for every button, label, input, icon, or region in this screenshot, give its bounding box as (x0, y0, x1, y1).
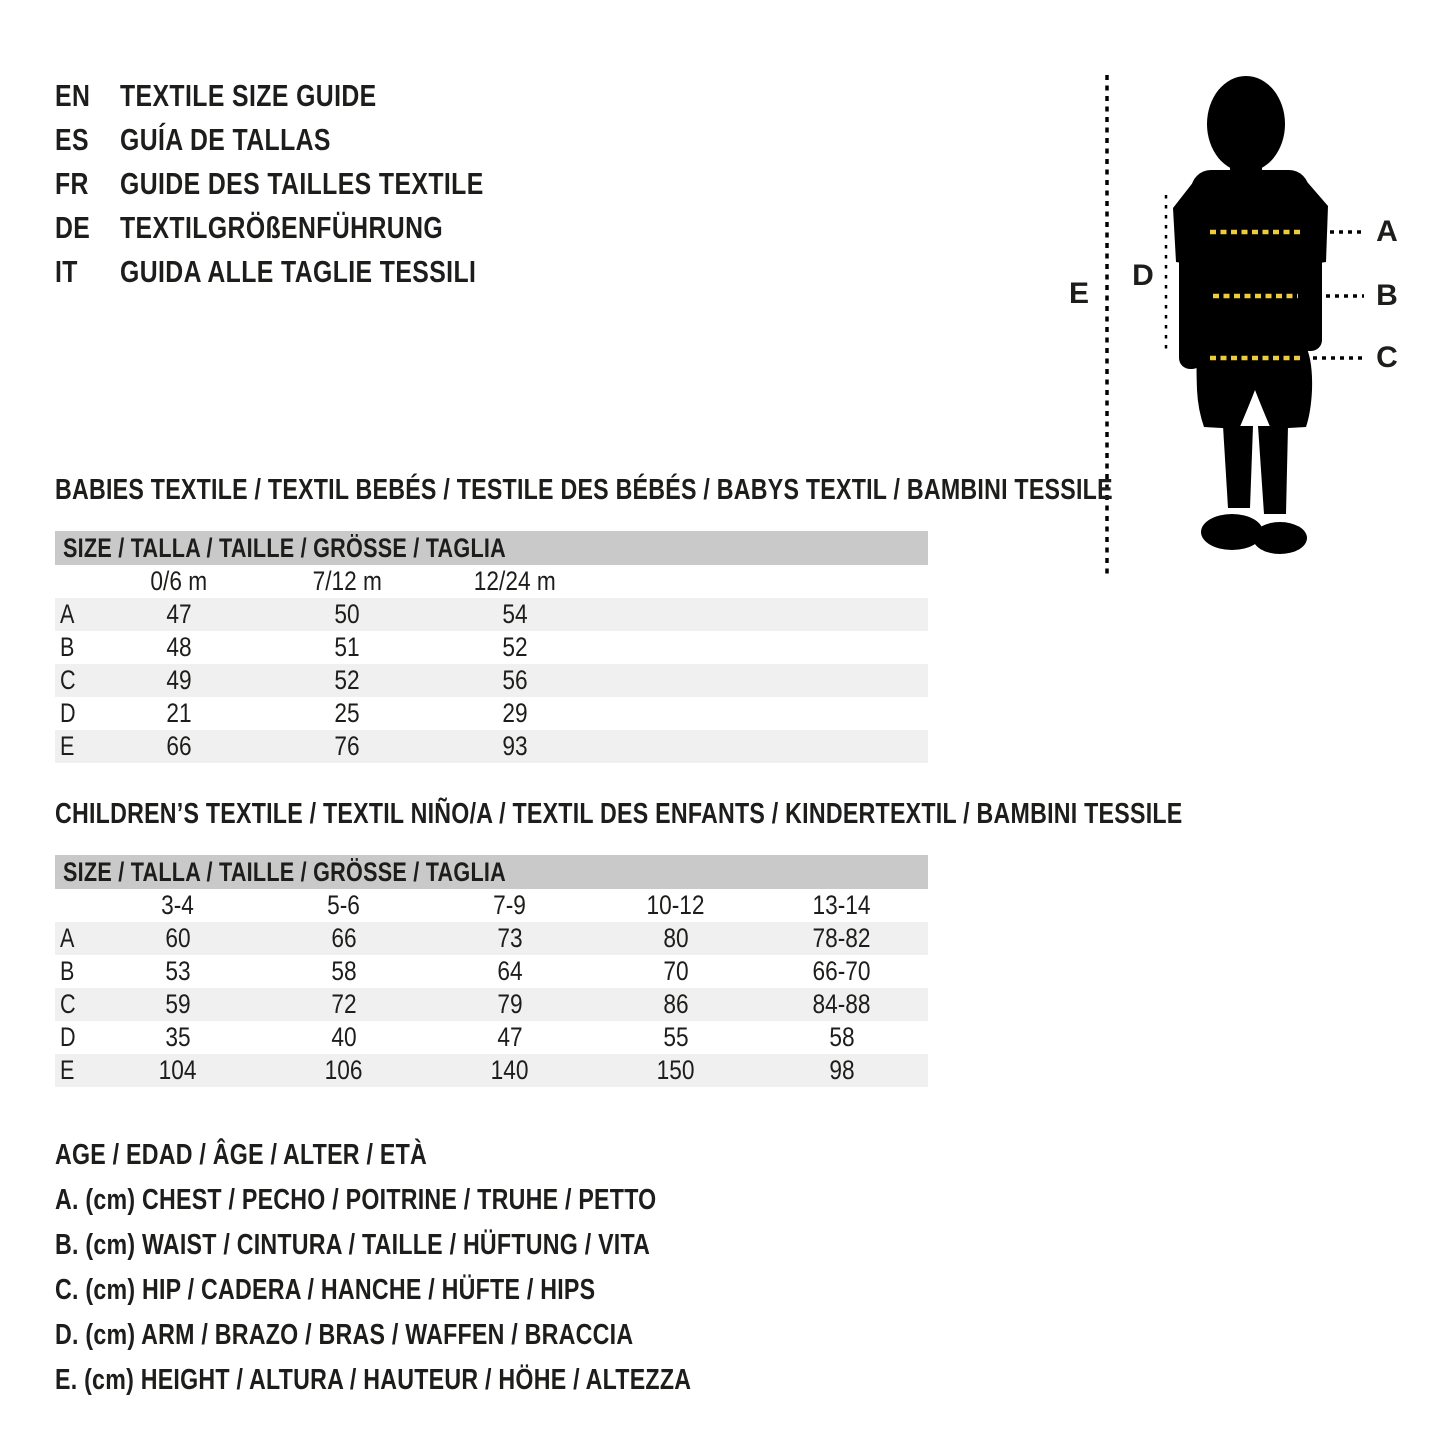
language-code (55, 78, 120, 114)
table-cell (263, 731, 431, 762)
cell-value: 25 (334, 698, 360, 728)
row-label-text: D (60, 1022, 76, 1052)
row-label (55, 665, 95, 696)
column-header (427, 890, 593, 921)
language-title-text: TEXTILGRÖßENFÜHRUNG (120, 210, 444, 245)
cell-value: 59 (165, 989, 191, 1019)
chest-label: A (1376, 215, 1398, 248)
cell-value: 106 (325, 1055, 363, 1085)
legend-line (55, 1268, 850, 1313)
table-cell (95, 989, 261, 1020)
table-cell (263, 665, 431, 696)
language-title-block (55, 74, 575, 294)
table-cell (95, 665, 263, 696)
table-row (55, 631, 928, 664)
cell-value: 60 (165, 923, 191, 953)
row-label-text: E (60, 731, 75, 761)
row-label (55, 632, 95, 663)
cell-value: 70 (663, 956, 689, 986)
table-cell (427, 956, 593, 987)
measurement-legend (55, 1133, 850, 1403)
column-header-label: 5-6 (327, 890, 361, 920)
children-table-body (55, 889, 928, 1087)
cell-value: 29 (502, 698, 528, 728)
language-row (55, 74, 575, 118)
table-cell (431, 731, 599, 762)
table-cell (759, 1022, 925, 1053)
column-header-label: 13-14 (812, 890, 872, 920)
legend-line-text: C. (cm) HIP / CADERA / HANCHE / HÜFTE / HIPS (55, 1274, 596, 1306)
column-header-label: 7-9 (493, 890, 527, 920)
legend-line-text: D. (cm) ARM / BRAZO / BRAS / WAFFEN / BRACCIA (55, 1319, 634, 1351)
table-cell (95, 698, 263, 729)
cell-value: 73 (497, 923, 523, 953)
row-label-text: C (60, 989, 76, 1019)
table-cell (431, 665, 599, 696)
cell-value: 47 (497, 1022, 523, 1052)
cell-value: 98 (829, 1055, 855, 1085)
table-row (55, 955, 928, 988)
cell-value: 51 (334, 632, 360, 662)
cell-value: 53 (165, 956, 191, 986)
legend-line-text: E. (cm) HEIGHT / ALTURA / HAUTEUR / HÖHE / ALTEZZA (55, 1364, 692, 1396)
legend-line (55, 1358, 850, 1403)
babies-size-table (55, 531, 928, 763)
cell-value: 21 (166, 698, 192, 728)
language-code (55, 210, 120, 246)
language-code-text: DE (55, 210, 91, 245)
column-header (261, 890, 427, 921)
waist-label: B (1376, 279, 1398, 312)
table-cell (263, 599, 431, 630)
legend-line (55, 1313, 850, 1358)
language-code-text: EN (55, 78, 91, 113)
cell-value: 35 (165, 1022, 191, 1052)
table-cell (431, 632, 599, 663)
children-size-table (55, 855, 928, 1087)
table-cell (759, 989, 925, 1020)
table-cell (263, 698, 431, 729)
table-cell (759, 923, 925, 954)
table-cell (593, 1022, 759, 1053)
table-row (55, 1054, 928, 1087)
row-label (55, 956, 95, 987)
table-cell (427, 923, 593, 954)
column-header-label: 0/6 m (150, 566, 208, 596)
cell-value: 58 (331, 956, 357, 986)
row-label-text: A (60, 923, 75, 953)
row-label (55, 1055, 95, 1086)
table-row (55, 1021, 928, 1054)
column-header-row (55, 565, 928, 598)
cell-value: 86 (663, 989, 689, 1019)
cell-value: 49 (166, 665, 192, 695)
cell-value: 104 (159, 1055, 197, 1085)
language-code-text: ES (55, 122, 89, 157)
child-silhouette-diagram (1040, 60, 1445, 600)
cell-value: 72 (331, 989, 357, 1019)
children-size-header-bar: SIZE / TALLA / TAILLE / GRÖSSE / TAGLIA (55, 855, 928, 889)
table-row (55, 988, 928, 1021)
height-label: E (1068, 277, 1089, 310)
column-header (593, 890, 759, 921)
table-cell (261, 1022, 427, 1053)
language-row (55, 162, 575, 206)
row-label-text: B (60, 632, 75, 662)
cell-value: 54 (502, 599, 528, 629)
babies-size-header-bar: SIZE / TALLA / TAILLE / GRÖSSE / TAGLIA (55, 531, 928, 565)
language-title-text: GUÍA DE TALLAS (120, 122, 331, 157)
cell-value: 79 (497, 989, 523, 1019)
cell-value: 66 (166, 731, 192, 761)
language-row (55, 206, 575, 250)
table-cell (427, 1022, 593, 1053)
table-cell (261, 1055, 427, 1086)
row-label-text: C (60, 665, 76, 695)
language-title (120, 122, 384, 158)
table-cell (95, 956, 261, 987)
column-header (759, 890, 925, 921)
cell-value: 52 (334, 665, 360, 695)
cell-value: 47 (166, 599, 192, 629)
row-label-text: D (60, 698, 76, 728)
legend-line-text: AGE / EDAD / ÂGE / ALTER / ETÀ (55, 1139, 427, 1171)
cell-value: 140 (491, 1055, 529, 1085)
cell-value: 56 (502, 665, 528, 695)
row-label-text: A (60, 599, 75, 629)
row-label-text: E (60, 1055, 75, 1085)
table-cell (759, 1055, 925, 1086)
table-cell (261, 923, 427, 954)
table-row (55, 697, 928, 730)
language-title (120, 78, 441, 114)
language-code (55, 254, 120, 290)
table-cell (593, 923, 759, 954)
table-cell (427, 1055, 593, 1086)
column-header-label: 12/24 m (474, 566, 556, 596)
cell-value: 66 (331, 923, 357, 953)
language-row (55, 250, 575, 294)
cell-value: 50 (334, 599, 360, 629)
table-cell (95, 632, 263, 663)
row-label (55, 989, 95, 1020)
cell-value: 93 (502, 731, 528, 761)
legend-line-text: A. (cm) CHEST / PECHO / POITRINE / TRUHE / PETTO (55, 1184, 657, 1216)
cell-value: 66-70 (812, 956, 872, 986)
hip-label: C (1376, 341, 1398, 374)
row-label (55, 599, 95, 630)
language-title (120, 210, 524, 246)
row-label (55, 1022, 95, 1053)
table-cell (263, 632, 431, 663)
table-cell (593, 1055, 759, 1086)
language-title-text: GUIDE DES TAILLES TEXTILE (120, 166, 484, 201)
legend-line (55, 1223, 850, 1268)
cell-value: 84-88 (812, 989, 872, 1019)
table-row (55, 730, 928, 763)
table-cell (593, 956, 759, 987)
cell-value: 78-82 (812, 923, 872, 953)
cell-value: 80 (663, 923, 689, 953)
cell-value: 58 (829, 1022, 855, 1052)
table-cell (759, 956, 925, 987)
language-code (55, 166, 120, 202)
language-title (120, 254, 565, 290)
column-header (431, 566, 599, 597)
legend-line-text: B. (cm) WAIST / CINTURA / TAILLE / HÜFTUNG / VITA (55, 1229, 651, 1261)
cell-value: 40 (331, 1022, 357, 1052)
column-header-label: 10-12 (646, 890, 706, 920)
table-row (55, 598, 928, 631)
row-label (55, 923, 95, 954)
cell-value: 55 (663, 1022, 689, 1052)
language-title-text: TEXTILE SIZE GUIDE (120, 78, 377, 113)
table-cell (593, 989, 759, 1020)
cell-value: 48 (166, 632, 192, 662)
table-cell (261, 989, 427, 1020)
table-cell (431, 698, 599, 729)
language-row (55, 118, 575, 162)
column-header-label: 7/12 m (312, 566, 382, 596)
babies-table-body (55, 565, 928, 763)
cell-value: 64 (497, 956, 523, 986)
arm-label: D (1132, 259, 1154, 292)
column-header (263, 566, 431, 597)
cell-value: 150 (657, 1055, 695, 1085)
table-cell (95, 1055, 261, 1086)
language-code-text: FR (55, 166, 89, 201)
table-cell (427, 989, 593, 1020)
children-section-title: CHILDREN’S TEXTILE / TEXTIL NIÑO/A / TEXTIL DES ENFANTS / KINDERTEXTIL / BAMBINI TESSILE (55, 798, 1183, 830)
table-cell (95, 731, 263, 762)
language-code-text: IT (55, 254, 78, 289)
column-header (95, 890, 261, 921)
row-label (55, 698, 95, 729)
legend-line (55, 1178, 850, 1223)
column-header-row (55, 889, 928, 922)
column-header (95, 566, 263, 597)
table-cell (261, 956, 427, 987)
table-cell (431, 599, 599, 630)
table-row (55, 922, 928, 955)
cell-value: 76 (334, 731, 360, 761)
language-title-text: GUIDA ALLE TAGLIE TESSILI (120, 254, 477, 289)
column-header-label: 3-4 (161, 890, 195, 920)
table-cell (95, 599, 263, 630)
language-title (120, 166, 575, 202)
language-code (55, 122, 120, 158)
cell-value: 52 (502, 632, 528, 662)
legend-line (55, 1133, 850, 1178)
row-label (55, 731, 95, 762)
row-label-text: B (60, 956, 75, 986)
table-cell (95, 923, 261, 954)
table-cell (95, 1022, 261, 1053)
babies-section-title: BABIES TEXTILE / TEXTIL BEBÉS / TESTILE DES BÉBÉS / BABYS TEXTIL / BAMBINI TESSILE (55, 474, 1113, 506)
table-row (55, 664, 928, 697)
